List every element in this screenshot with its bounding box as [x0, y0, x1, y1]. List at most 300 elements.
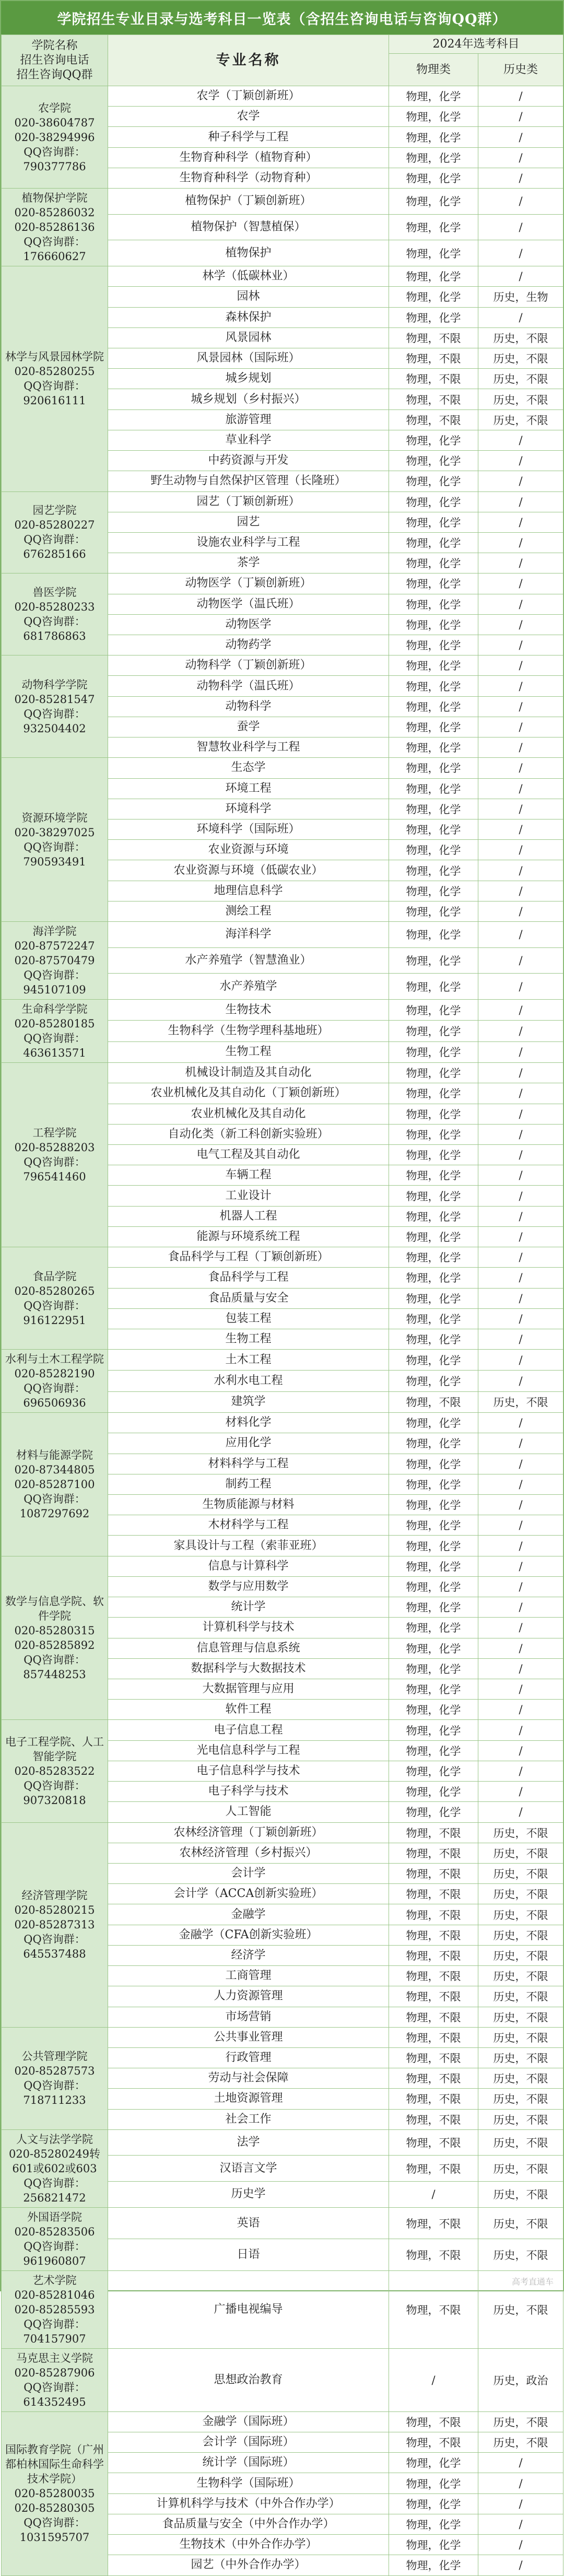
- history-subjects: /: [478, 1413, 563, 1433]
- major-name: 包装工程: [108, 1308, 389, 1329]
- college-contact: QQ咨询群：945107109: [23, 969, 86, 997]
- history-subjects: /: [478, 819, 563, 840]
- physics-subjects: 物理，不限: [389, 1843, 478, 1863]
- physics-subjects: 物理，化学: [389, 86, 478, 107]
- college-contact: 020-38294996: [14, 131, 95, 144]
- physics-subjects: 物理，化学: [389, 614, 478, 635]
- physics-subjects: 物理，化学: [389, 881, 478, 901]
- history-subjects: /: [478, 168, 563, 188]
- major-name: 会计学（国际班）: [108, 2432, 389, 2453]
- college-name: 兽医学院: [32, 586, 77, 599]
- physics-subjects: 物理，不限: [389, 1863, 478, 1883]
- physics-subjects: 物理，不限: [389, 1884, 478, 1904]
- physics-subjects: 物理，化学: [389, 147, 478, 168]
- history-subjects: 历史，不限: [478, 1391, 563, 1412]
- major-name: 统计学: [108, 1597, 389, 1618]
- college-contact: 020-85281547: [14, 693, 95, 706]
- college-contact: 020-85285593: [14, 2303, 95, 2316]
- history-subjects: /: [478, 1288, 563, 1308]
- physics-subjects: 物理，化学: [389, 922, 478, 948]
- physics-subjects: 物理，化学: [389, 1186, 478, 1206]
- major-name: 动物科学（丁颖创新班）: [108, 655, 389, 676]
- physics-subjects: 物理，化学: [389, 1576, 478, 1597]
- history-subjects: /: [478, 491, 563, 512]
- college-cell: [2, 1822, 108, 2027]
- history-subjects: /: [478, 1433, 563, 1454]
- major-name: 工商管理: [108, 1966, 389, 1986]
- college-cell: [2, 922, 108, 1000]
- physics-subjects: 物理，化学: [389, 1329, 478, 1349]
- physics-subjects: 物理，化学: [389, 307, 478, 327]
- major-name: 环境科学: [108, 799, 389, 819]
- major-name: 农林经济管理（丁颖创新班）: [108, 1822, 389, 1843]
- history-subjects: /: [478, 1083, 563, 1104]
- major-name: 智慧牧业科学与工程: [108, 737, 389, 758]
- major-name: 计算机科学与技术（中外合作办学）: [108, 2493, 389, 2514]
- physics-subjects: 物理，化学: [389, 1041, 478, 1062]
- college-contact: 020-85287100: [14, 1478, 95, 1491]
- physics-subjects: 物理，化学: [389, 287, 478, 307]
- major-name: 数学与应用数学: [108, 1576, 389, 1597]
- history-subjects: /: [478, 922, 563, 948]
- major-name: 会计学（ACCA创新实验班）: [108, 1884, 389, 1904]
- history-subjects: /: [478, 1226, 563, 1247]
- college-contact: QQ咨询群：920616111: [23, 380, 86, 407]
- table-row: [2, 266, 563, 287]
- major-name: 城乡规划: [108, 369, 389, 389]
- major-name: 软件工程: [108, 1700, 389, 1720]
- major-name: 电气工程及其自动化: [108, 1144, 389, 1165]
- table-row: [2, 1720, 563, 1740]
- physics-subjects: 物理，不限: [389, 2239, 478, 2271]
- table-row: [2, 189, 563, 215]
- history-subjects: /: [478, 86, 563, 107]
- college-contact: QQ咨询群：796541460: [23, 1156, 86, 1184]
- major-name: 农学（丁颖创新班）: [108, 86, 389, 107]
- history-subjects: /: [478, 1720, 563, 1740]
- history-subjects: /: [478, 430, 563, 450]
- major-name: 植物保护（智慧植保）: [108, 214, 389, 240]
- history-subjects: 历史，不限: [478, 2047, 563, 2068]
- major-name: 食品科学与工程: [108, 1268, 389, 1288]
- history-subjects: /: [478, 147, 563, 168]
- physics-subjects: 物理，不限: [389, 2047, 478, 2068]
- table-row: [2, 758, 563, 778]
- physics-subjects: 物理，不限: [389, 1945, 478, 1965]
- major-name: 园艺: [108, 512, 389, 532]
- major-name: 金融学: [108, 1904, 389, 1925]
- history-subjects: /: [478, 532, 563, 553]
- major-name: 行政管理: [108, 2047, 389, 2068]
- major-name: 食品科学与工程（丁颖创新班）: [108, 1247, 389, 1268]
- table-body: [2, 86, 563, 2576]
- major-name: 经济学: [108, 1945, 389, 1965]
- history-subjects: /: [478, 1186, 563, 1206]
- history-subjects: /: [478, 2514, 563, 2534]
- physics-subjects: 物理，化学: [389, 430, 478, 450]
- history-subjects: /: [478, 1658, 563, 1679]
- major-name: 测绘工程: [108, 901, 389, 921]
- history-subjects: /: [478, 947, 563, 974]
- college-cell: [2, 758, 108, 922]
- physics-subjects: 物理，化学: [389, 491, 478, 512]
- major-name: 车辆工程: [108, 1165, 389, 1186]
- physics-subjects: 物理，不限: [389, 389, 478, 409]
- college-contact: 020-85283506: [14, 2225, 95, 2238]
- major-name: 人力资源管理: [108, 1986, 389, 2007]
- physics-subjects: 物理，化学: [389, 1000, 478, 1021]
- major-name: 社会工作: [108, 2109, 389, 2129]
- history-subjects: /: [478, 1165, 563, 1186]
- physics-subjects: 物理，化学: [389, 266, 478, 287]
- history-subjects: 历史，不限: [478, 2411, 563, 2432]
- physics-subjects: 物理，化学: [389, 819, 478, 840]
- physics-subjects: 物理，化学: [389, 974, 478, 1000]
- major-name: 农业机械化及其自动化（丁颖创新班）: [108, 1083, 389, 1104]
- physics-subjects: 物理，不限: [389, 2007, 478, 2027]
- major-name: 材料科学与工程: [108, 1454, 389, 1474]
- college-contact: 020-85286032: [14, 206, 95, 219]
- history-subjects: /: [478, 696, 563, 717]
- major-name: 汉语言文学: [108, 2156, 389, 2182]
- major-name: 动物科学: [108, 696, 389, 717]
- major-name: 制药工程: [108, 1474, 389, 1494]
- major-name: 机器人工程: [108, 1206, 389, 1226]
- college-contact: 020-85280265: [14, 1284, 95, 1297]
- major-name: 林学（低碳林业）: [108, 266, 389, 287]
- college-name: 马克思主义学院: [16, 2351, 93, 2364]
- physics-subjects: 物理，化学: [389, 1350, 478, 1371]
- college-contact: 020-85287573: [14, 2065, 95, 2078]
- history-subjects: /: [478, 107, 563, 127]
- major-name: 工业设计: [108, 1186, 389, 1206]
- college-cell: [2, 573, 108, 655]
- major-name: 森林保护: [108, 307, 389, 327]
- college-header-line: 学院名称: [31, 39, 78, 52]
- history-subjects: /: [478, 1454, 563, 1474]
- history-subjects: /: [478, 2493, 563, 2514]
- major-name: 自动化类（新工科创新实验班）: [108, 1124, 389, 1144]
- major-name: 生态学: [108, 758, 389, 778]
- table-row: [2, 922, 563, 948]
- major-name: 农业资源与环境: [108, 840, 389, 860]
- physics-subjects: 物理，化学: [389, 2514, 478, 2534]
- history-subjects: /: [478, 1802, 563, 1822]
- history-subjects: /: [478, 594, 563, 614]
- physics-subjects: 物理，化学: [389, 1740, 478, 1761]
- history-subjects: /: [478, 266, 563, 287]
- history-subjects: 历史，政治: [478, 2348, 563, 2411]
- college-contact: QQ咨询群：961960807: [23, 2240, 86, 2267]
- table-row: [2, 2411, 563, 2432]
- physics-subjects: 物理，化学: [389, 778, 478, 799]
- physics-subjects: 物理，化学: [389, 2555, 478, 2575]
- history-subjects: /: [478, 614, 563, 635]
- major-column-header: 专业名称: [108, 35, 389, 86]
- college-contact: 020-85286136: [14, 221, 95, 234]
- history-subjects: /: [478, 1308, 563, 1329]
- major-name: 生物育种科学（植物育种）: [108, 147, 389, 168]
- table-row: [2, 2027, 563, 2047]
- major-name: 动物医学: [108, 614, 389, 635]
- college-name: 动物科学学院: [21, 678, 88, 691]
- major-name: 劳动与社会保障: [108, 2068, 389, 2089]
- college-cell: [2, 1247, 108, 1350]
- major-name: 食品质量与安全: [108, 1288, 389, 1308]
- major-name: 生物科学（国际班）: [108, 2473, 389, 2493]
- college-contact: 020-85280249转601或602或603: [8, 2147, 101, 2175]
- college-cell: [2, 2207, 108, 2270]
- college-name: 海洋学院: [32, 925, 77, 938]
- college-cell: [2, 266, 108, 491]
- college-name: 公共管理学院: [21, 2050, 88, 2063]
- physics-subjects: 物理，化学: [389, 214, 478, 240]
- college-contact: 020-85280255: [14, 365, 95, 378]
- major-name: 日语: [108, 2239, 389, 2271]
- college-header-line: 招生咨询电话: [20, 53, 89, 67]
- history-subjects: 历史，不限: [478, 1945, 563, 1965]
- physics-subjects: 物理，化学: [389, 1226, 478, 1247]
- college-contact: QQ咨询群：907320818: [23, 1779, 86, 1807]
- history-subjects: /: [478, 1576, 563, 1597]
- college-name: 工程学院: [32, 1127, 77, 1140]
- college-contact: QQ咨询群：932504402: [23, 707, 86, 735]
- major-name: 电子信息工程: [108, 1720, 389, 1740]
- major-name: 水产养殖学（智慧渔业）: [108, 947, 389, 974]
- physics-subjects: 物理，化学: [389, 2493, 478, 2514]
- major-name: 中药资源与开发: [108, 451, 389, 471]
- majors-table: [1, 34, 563, 2576]
- physics-subjects: 物理，化学: [389, 1782, 478, 1802]
- college-contact: QQ咨询群：696506936: [23, 1382, 86, 1410]
- college-contact: 020-85280305: [14, 2502, 95, 2515]
- college-name: 生命科学学院: [21, 1003, 88, 1016]
- page-title: 学院招生专业目录与选考科目一览表（含招生咨询电话与咨询QQ群）: [1, 1, 563, 34]
- physics-subjects: 物理，不限: [389, 369, 478, 389]
- major-name: 植物保护: [108, 240, 389, 266]
- history-subjects: /: [478, 1474, 563, 1494]
- major-name: 农林经济管理（乡村振兴）: [108, 1843, 389, 1863]
- major-name: 机械设计制造及其自动化: [108, 1063, 389, 1083]
- college-name: 电子工程学院、人工智能学院: [5, 1735, 104, 1763]
- table-row: [2, 2348, 563, 2411]
- history-subjects: /: [478, 1021, 563, 1041]
- history-subjects: /: [478, 758, 563, 778]
- history-subjects: 历史，不限: [478, 2182, 563, 2208]
- history-subjects: /: [478, 1679, 563, 1700]
- college-contact: 020-85280227: [14, 519, 95, 532]
- college-contact: 020-85280315: [14, 1624, 95, 1637]
- college-name: 食品学院: [32, 1270, 77, 1283]
- physics-subjects: 物理，化学: [389, 1536, 478, 1556]
- college-name: 农学院: [38, 101, 71, 114]
- college-name: 园艺学院: [32, 504, 77, 517]
- college-cell: [2, 1000, 108, 1063]
- physics-subjects: 物理，化学: [389, 1206, 478, 1226]
- major-name: 水利水电工程: [108, 1371, 389, 1391]
- physics-subjects: 物理，不限: [389, 348, 478, 368]
- major-name: 广播电视编导: [108, 2270, 389, 2348]
- physics-subjects: 物理，化学: [389, 799, 478, 819]
- major-name: 会计学: [108, 1863, 389, 1883]
- history-subjects: 历史，不限: [478, 327, 563, 348]
- history-subjects: 历史，不限: [478, 1843, 563, 1863]
- physics-subjects: 物理，不限: [389, 1904, 478, 1925]
- physics-subjects: 物理，化学: [389, 1268, 478, 1288]
- major-name: 地理信息科学: [108, 881, 389, 901]
- college-name: 水利与土木工程学院: [5, 1353, 104, 1366]
- college-name: 材料与能源学院: [16, 1448, 93, 1461]
- history-subjects: 历史，不限: [478, 409, 563, 430]
- major-name: 生物工程: [108, 1329, 389, 1349]
- history-subjects: 历史，不限: [478, 389, 563, 409]
- college-cell: [2, 2411, 108, 2575]
- college-contact: QQ咨询群：645537488: [23, 1933, 86, 1961]
- physics-subjects: 物理，化学: [389, 573, 478, 594]
- physics-subjects: 物理，化学: [389, 758, 478, 778]
- history-subjects: /: [478, 635, 563, 655]
- college-contact: QQ咨询群：676285166: [23, 533, 86, 561]
- history-subjects: /: [478, 1782, 563, 1802]
- history-subjects: /: [478, 573, 563, 594]
- major-name: 野生动物与自然保护区管理（长隆班）: [108, 471, 389, 491]
- table-row: [2, 655, 563, 676]
- history-subjects: /: [478, 189, 563, 215]
- physics-subjects: 物理，化学: [389, 1104, 478, 1124]
- history-subjects: 历史，生物: [478, 287, 563, 307]
- major-name: 园艺（丁颖创新班）: [108, 491, 389, 512]
- physics-subjects: 物理，化学: [389, 1124, 478, 1144]
- physics-subjects: 物理，化学: [389, 107, 478, 127]
- history-subjects: /: [478, 737, 563, 758]
- history-subjects: 历史，不限: [478, 1904, 563, 1925]
- history-subjects: /: [478, 1761, 563, 1781]
- college-contact: QQ咨询群：463613571: [23, 1032, 86, 1060]
- major-name: 动物科学（温氏班）: [108, 676, 389, 696]
- physics-subjects: 物理，化学: [389, 2535, 478, 2555]
- physics-column-header: 物理类: [389, 54, 478, 86]
- table-row: [2, 1822, 563, 1843]
- table-row: [2, 2270, 563, 2348]
- major-name: 动物医学（丁颖创新班）: [108, 573, 389, 594]
- physics-subjects: 物理，不限: [389, 327, 478, 348]
- history-subjects: /: [478, 1206, 563, 1226]
- physics-subjects: 物理，化学: [389, 127, 478, 147]
- history-subjects: /: [478, 799, 563, 819]
- physics-subjects: 物理，化学: [389, 696, 478, 717]
- physics-subjects: /: [389, 2348, 478, 2411]
- major-name: 旅游管理: [108, 409, 389, 430]
- history-subjects: /: [478, 840, 563, 860]
- history-subjects: /: [478, 1268, 563, 1288]
- college-cell: [2, 2027, 108, 2129]
- major-name: 植物保护（丁颖创新班）: [108, 189, 389, 215]
- history-subjects: 历史，不限: [478, 1986, 563, 2007]
- physics-subjects: 物理，不限: [389, 1822, 478, 1843]
- physics-subjects: 物理，化学: [389, 471, 478, 491]
- college-cell: [2, 1720, 108, 1822]
- history-subjects: 历史，不限: [478, 2089, 563, 2109]
- college-contact: 020-85285892: [14, 1639, 95, 1652]
- history-subjects: /: [478, 1247, 563, 1268]
- major-name: 风景园林（国际班）: [108, 348, 389, 368]
- major-name: 木材科学与工程: [108, 1515, 389, 1536]
- major-name: 计算机科学与技术: [108, 1618, 389, 1638]
- table-row: [2, 2207, 563, 2239]
- physics-subjects: 物理，化学: [389, 1165, 478, 1186]
- major-name: 生物工程: [108, 1041, 389, 1062]
- physics-subjects: 物理，化学: [389, 1658, 478, 1679]
- college-contact: 020-85287313: [14, 1918, 95, 1931]
- major-name: 英语: [108, 2207, 389, 2239]
- major-name: 人工智能: [108, 1802, 389, 1822]
- major-name: 市场营销: [108, 2007, 389, 2027]
- history-subjects: /: [478, 1700, 563, 1720]
- college-cell: [2, 1350, 108, 1413]
- physics-subjects: 物理，化学: [389, 1495, 478, 1515]
- table-row: [2, 2129, 563, 2156]
- college-contact: QQ咨询群：1031595707: [19, 2516, 90, 2544]
- major-name: 土地资源管理: [108, 2089, 389, 2109]
- physics-subjects: 物理，不限: [389, 1925, 478, 1945]
- major-name: 农业资源与环境（低碳农业）: [108, 860, 389, 881]
- physics-subjects: 物理，化学: [389, 594, 478, 614]
- major-name: 生物技术: [108, 1000, 389, 1021]
- table-row: [2, 1063, 563, 1083]
- college-name: 资源环境学院: [21, 811, 88, 824]
- physics-subjects: 物理，化学: [389, 901, 478, 921]
- major-name: 法学: [108, 2129, 389, 2156]
- major-name: 公共事业管理: [108, 2027, 389, 2047]
- physics-subjects: 物理，化学: [389, 635, 478, 655]
- history-subjects: /: [478, 778, 563, 799]
- subjects-group-header: 2024年选考科目: [389, 35, 563, 54]
- history-subjects: /: [478, 1618, 563, 1638]
- history-subjects: /: [478, 2535, 563, 2555]
- physics-subjects: 物理，化学: [389, 1308, 478, 1329]
- college-contact: 020-85280185: [14, 1017, 95, 1031]
- table-row: [2, 1413, 563, 1433]
- major-name: 电子科学与技术: [108, 1782, 389, 1802]
- college-contact: QQ咨询群：176660627: [23, 236, 86, 263]
- major-name: 草业科学: [108, 430, 389, 450]
- physics-subjects: 物理，不限: [389, 2109, 478, 2129]
- major-name: 茶学: [108, 553, 389, 573]
- major-name: 农业机械化及其自动化: [108, 1104, 389, 1124]
- college-contact: QQ咨询群：704157907: [23, 2317, 86, 2345]
- college-cell: [2, 1556, 108, 1720]
- table-row: [2, 86, 563, 107]
- college-cell: [2, 1063, 108, 1247]
- history-subjects: 历史，不限: [478, 1966, 563, 1986]
- history-subjects: 历史，不限: [478, 348, 563, 368]
- physics-subjects: 物理，化学: [389, 1371, 478, 1391]
- physics-subjects: 物理，不限: [389, 2089, 478, 2109]
- table-row: [2, 1000, 563, 1021]
- major-name: 生物科学（生物学理科基地班）: [108, 1021, 389, 1041]
- college-contact: 020-85287906: [14, 2366, 95, 2379]
- history-subjects: 历史，不限: [478, 1884, 563, 1904]
- college-cell: [2, 1413, 108, 1556]
- college-contact: 020-38297025: [14, 826, 95, 839]
- physics-subjects: 物理，化学: [389, 532, 478, 553]
- history-subjects: 历史，不限: [478, 2129, 563, 2156]
- physics-subjects: 物理，化学: [389, 1063, 478, 1083]
- table-row: [2, 573, 563, 594]
- physics-subjects: 物理，化学: [389, 1247, 478, 1268]
- physics-subjects: 物理，化学: [389, 676, 478, 696]
- major-name: 光电信息科学与工程: [108, 1740, 389, 1761]
